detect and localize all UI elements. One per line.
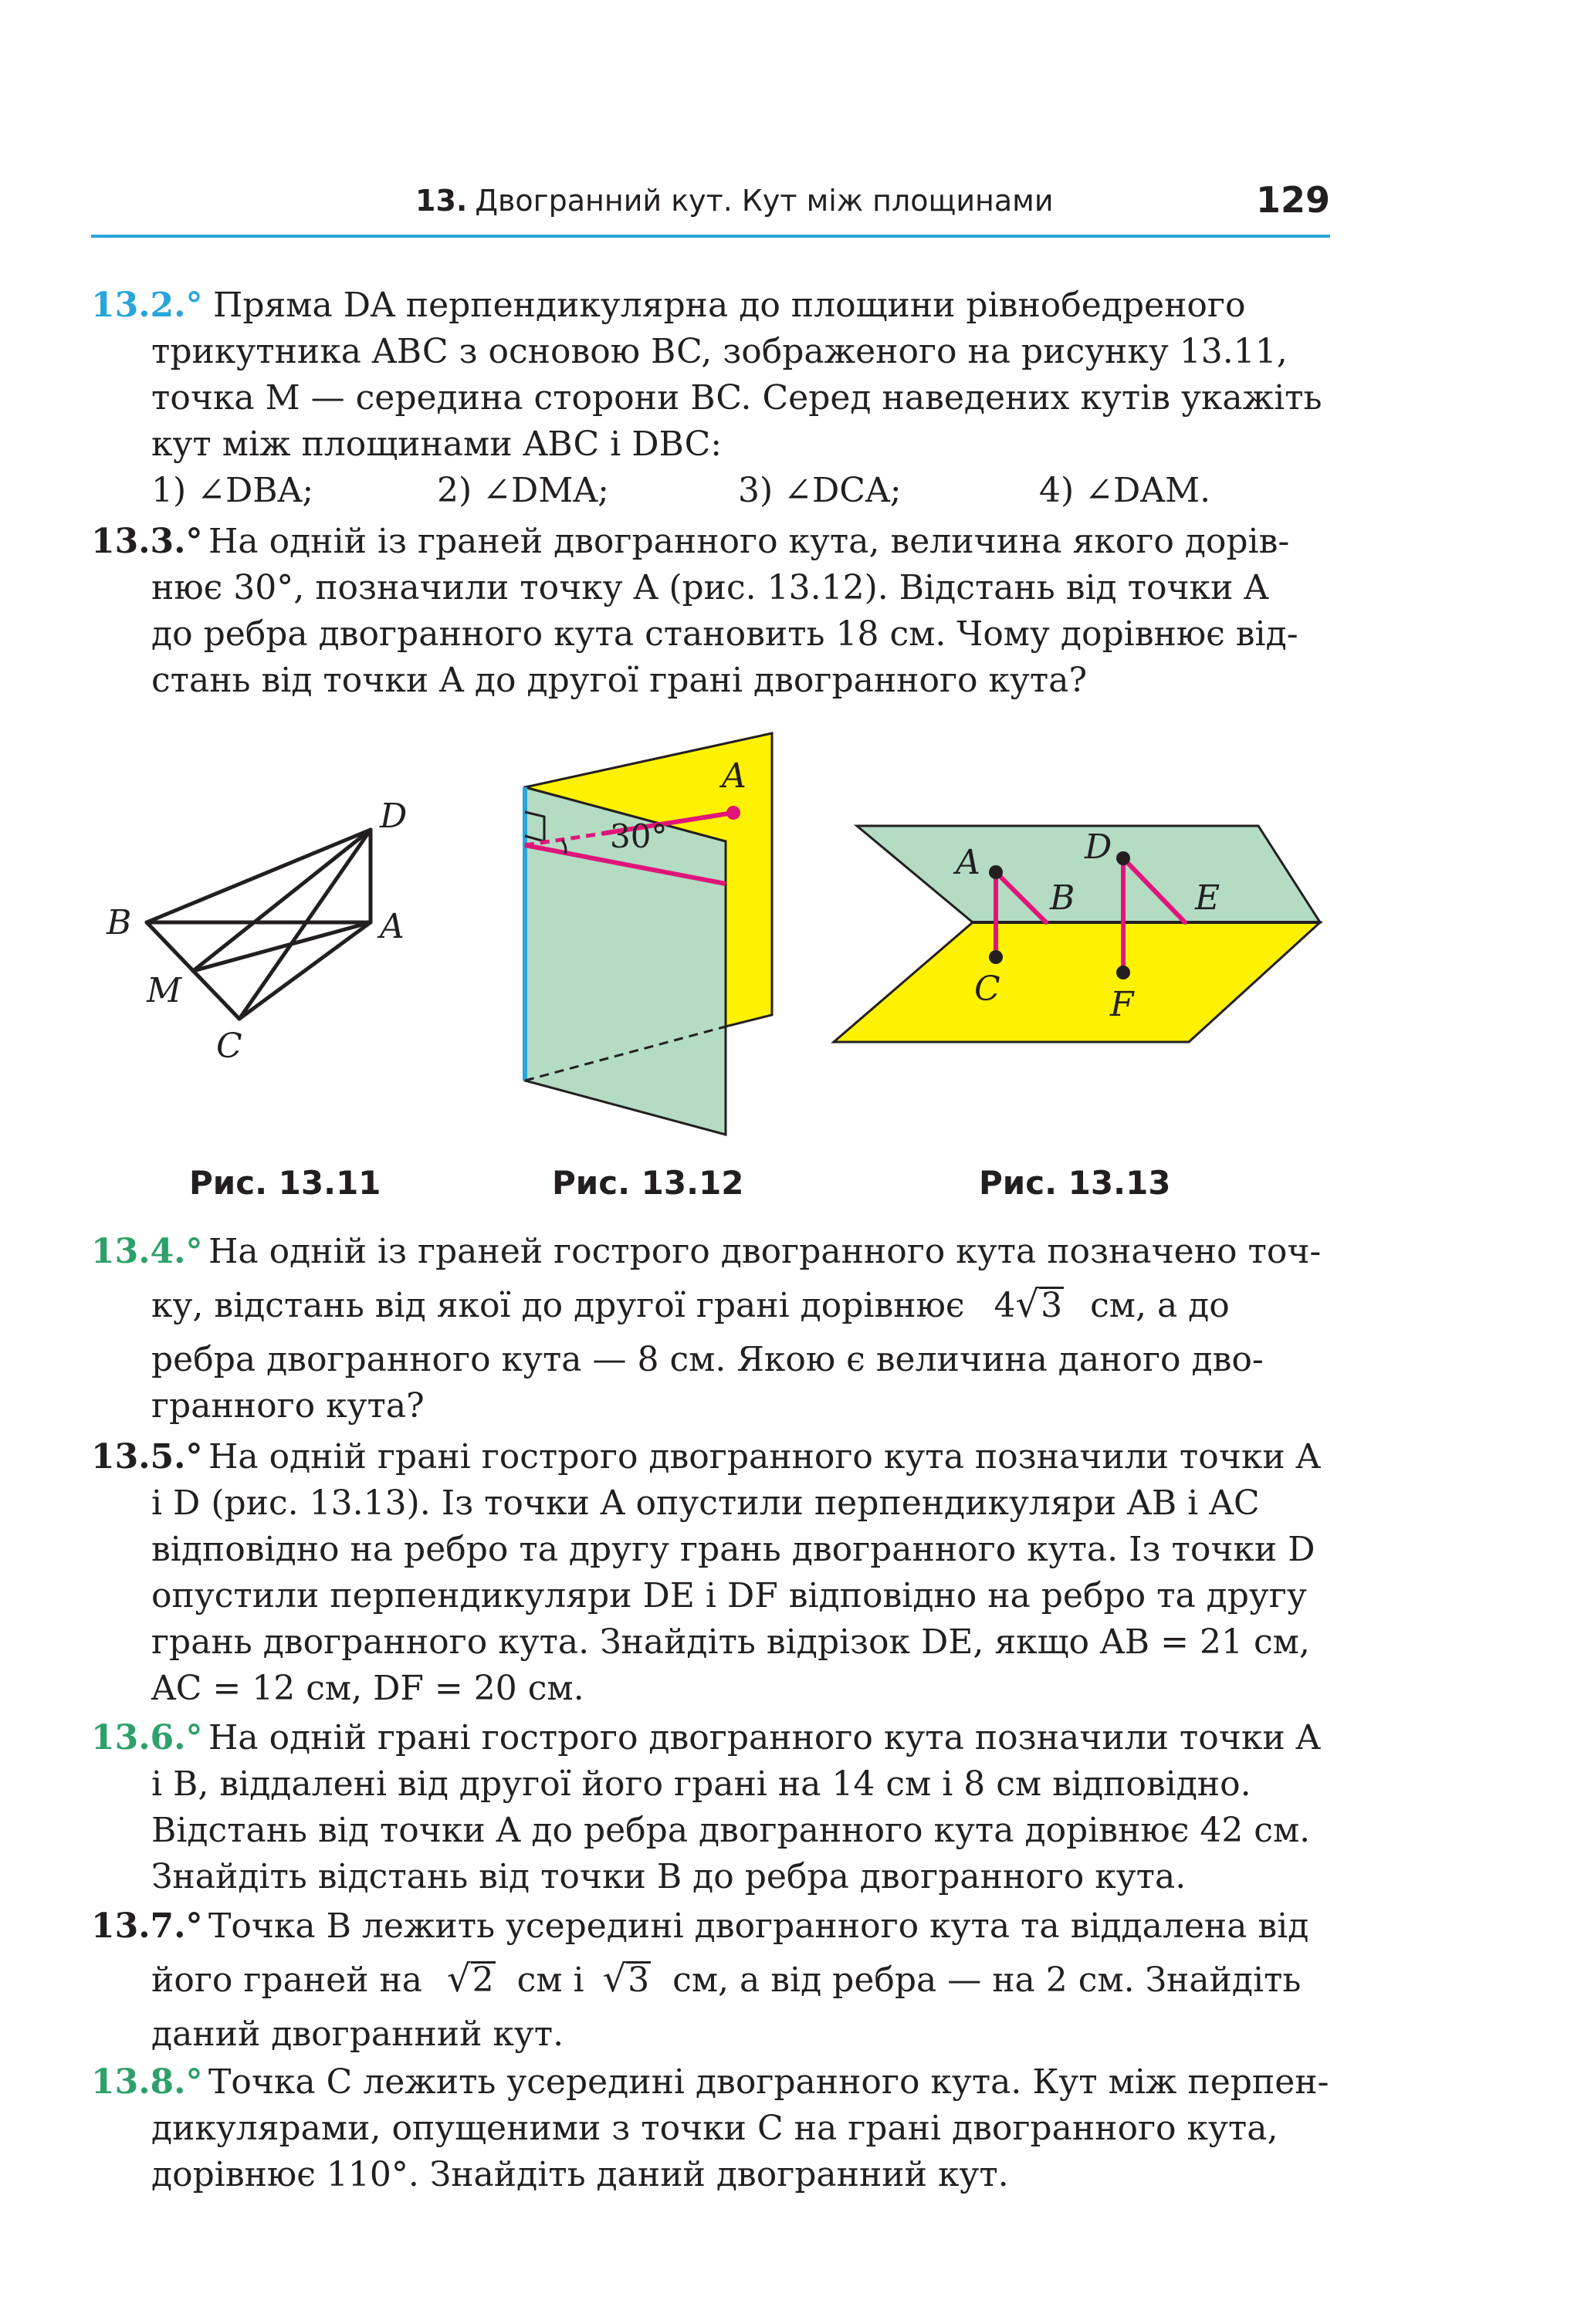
label-B: B bbox=[107, 903, 132, 942]
label-A: A bbox=[380, 907, 405, 946]
page-number: 129 bbox=[1255, 179, 1330, 221]
problem-line: відповідно на ребро та другу грань двогранного кута. Із точки D bbox=[151, 1530, 1315, 1569]
sqrt-radicand: 3 bbox=[628, 1960, 650, 2000]
problem-line: Відстань від точки A до ребра двогранного кута дорівнює 42 см. bbox=[151, 1811, 1311, 1850]
problem-number: 13.3.° bbox=[91, 522, 203, 561]
figure-caption: Рис. 13.12 bbox=[552, 1164, 744, 1202]
problem-number: 13.4.° bbox=[91, 1232, 203, 1271]
problem-line: стань від точки A до другої грані двогранного кута? bbox=[151, 661, 1088, 700]
label-D: D bbox=[380, 797, 408, 836]
label-F: F bbox=[1110, 985, 1134, 1024]
figure-13-13 bbox=[826, 818, 1328, 1050]
problem-13-8 bbox=[91, 2059, 1334, 2198]
angle-label: 30° bbox=[610, 817, 668, 855]
problem-number: 13.8.° bbox=[91, 2062, 203, 2102]
chapter-number: 13. bbox=[415, 184, 468, 218]
sqrt-radicand: 2 bbox=[472, 1960, 494, 2000]
label-E: E bbox=[1195, 878, 1220, 918]
problem-line: ку, відстань від якої до другої грані дорівнює bbox=[151, 1286, 965, 1325]
problem-line: см і bbox=[516, 1960, 584, 2000]
label-C: C bbox=[974, 969, 1000, 1009]
problem-number: 13.5.° bbox=[91, 1437, 203, 1477]
problem-number: 13.2.° bbox=[91, 286, 203, 325]
label-A: A bbox=[956, 843, 980, 882]
problem-line: На одній грані гострого двогранного кута позначили точки A bbox=[208, 1718, 1321, 1757]
label-D: D bbox=[1085, 827, 1112, 867]
problem-line: Знайдіть відстань від точки B до ребра двогранного кута. bbox=[151, 1857, 1187, 1896]
problem-line: даний двогранний кут. bbox=[151, 2014, 564, 2054]
problem-line: грань двогранного кута. Знайдіть відрізок DE, якщо AB = 21 см, bbox=[151, 1622, 1310, 1662]
problem-line: Точка C лежить усередині двогранного кута. Кут між перпен- bbox=[208, 2062, 1329, 2102]
answer-option-4: 4) ∠DAM. bbox=[1039, 471, 1211, 510]
problem-line: точка M — середина сторони BC. Серед наведених кутів укажіть bbox=[151, 378, 1322, 418]
problem-line: і D (рис. 13.13). Із точки A опустили перпендикуляри AB і AC bbox=[151, 1483, 1260, 1523]
problem-line: На одній із граней гострого двогранного кута позначено точ- bbox=[208, 1232, 1322, 1271]
problem-line: ребра двогранного кута — 8 см. Якою є величина даного дво- bbox=[151, 1340, 1264, 1379]
answer-option-2: 2) ∠DMA; bbox=[437, 471, 609, 510]
problem-line: до ребра двогранного кута становить 18 см. Чому дорівнює від- bbox=[151, 614, 1298, 654]
label-C: C bbox=[216, 1027, 242, 1066]
problem-line: Точка B лежить усередині двогранного кута та віддалена від bbox=[208, 1906, 1309, 1946]
problem-line: см, а до bbox=[1090, 1286, 1230, 1325]
sqrt-radicand: 3 bbox=[1041, 1286, 1063, 1325]
problem-line: см, а від ребра — на 2 см. Знайдіть bbox=[672, 1960, 1302, 2000]
problem-line: Пряма DA перпендикулярна до площини рівнобедреного bbox=[213, 286, 1246, 325]
figure-13-11 bbox=[100, 795, 440, 1081]
problem-line: AC = 12 см, DF = 20 см. bbox=[151, 1669, 584, 1708]
problem-number: 13.7.° bbox=[91, 1906, 203, 1946]
problem-13-2 bbox=[91, 282, 1334, 514]
label-B: B bbox=[1050, 878, 1075, 918]
problem-line: і B, віддалені від другої його грані на 14 см і 8 см відповідно. bbox=[151, 1764, 1251, 1804]
problem-13-3 bbox=[91, 519, 1334, 704]
problem-13-5 bbox=[91, 1434, 1334, 1712]
page-header bbox=[91, 179, 1330, 241]
problem-line: На одній із граней двогранного кута, величина якого дорів- bbox=[208, 522, 1290, 561]
problem-line: опустили перпендикуляри DE і DF відповідно на ребро та другу bbox=[151, 1576, 1307, 1615]
header-rule bbox=[91, 235, 1330, 238]
problem-line: дорівнює 110°. Знайдіть даний двогранний кут. bbox=[151, 2155, 1009, 2194]
problem-number: 13.6.° bbox=[91, 1718, 203, 1757]
problem-13-4: 13.4.° На одній із граней гострого двогранного кута позначено точ- ку, відстань від якої до другої грані дорівнює 4√3 см, а до ребра двогранного кута — 8 см. Якою є величина даного дво- гранного кута? bbox=[91, 1229, 1334, 1429]
chapter-title bbox=[415, 184, 1054, 218]
problem-13-6 bbox=[91, 1715, 1334, 1900]
label-A: A bbox=[722, 756, 746, 796]
chapter-title-text: Двогранний кут. Кут між площинами bbox=[475, 184, 1054, 218]
answer-option-1: 1) ∠DBA; bbox=[151, 471, 314, 510]
figure-caption: Рис. 13.11 bbox=[189, 1164, 381, 1202]
problem-line: гранного кута? bbox=[151, 1386, 425, 1426]
answer-option-3: 3) ∠DCA; bbox=[738, 471, 902, 510]
figure-13-12 bbox=[510, 726, 787, 1142]
problem-line: трикутника ABC з основою BC, зображеного на рисунку 13.11, bbox=[151, 332, 1288, 371]
problem-line: нює 30°, позначили точку A (рис. 13.12). Відстань від точки A bbox=[151, 568, 1269, 607]
problem-line: його граней на bbox=[151, 1960, 423, 2000]
math-coefficient: 4 bbox=[994, 1286, 1016, 1325]
figure-caption: Рис. 13.13 bbox=[979, 1164, 1171, 1202]
problem-line: кут між площинами ABC і DBC: bbox=[151, 425, 723, 464]
problem-line: На одній грані гострого двогранного кута позначили точки A bbox=[208, 1437, 1321, 1477]
problem-13-7: 13.7.° Точка B лежить усередині двогранного кута та віддалена від його граней на √2 см і √3 см, а від ребра — на 2 см. Знайдіть даний двогранний кут. bbox=[91, 1903, 1334, 2058]
label-M: M bbox=[147, 971, 182, 1010]
problem-line: дикулярами, опущеними з точки C на грані двогранного кута, bbox=[151, 2109, 1278, 2148]
